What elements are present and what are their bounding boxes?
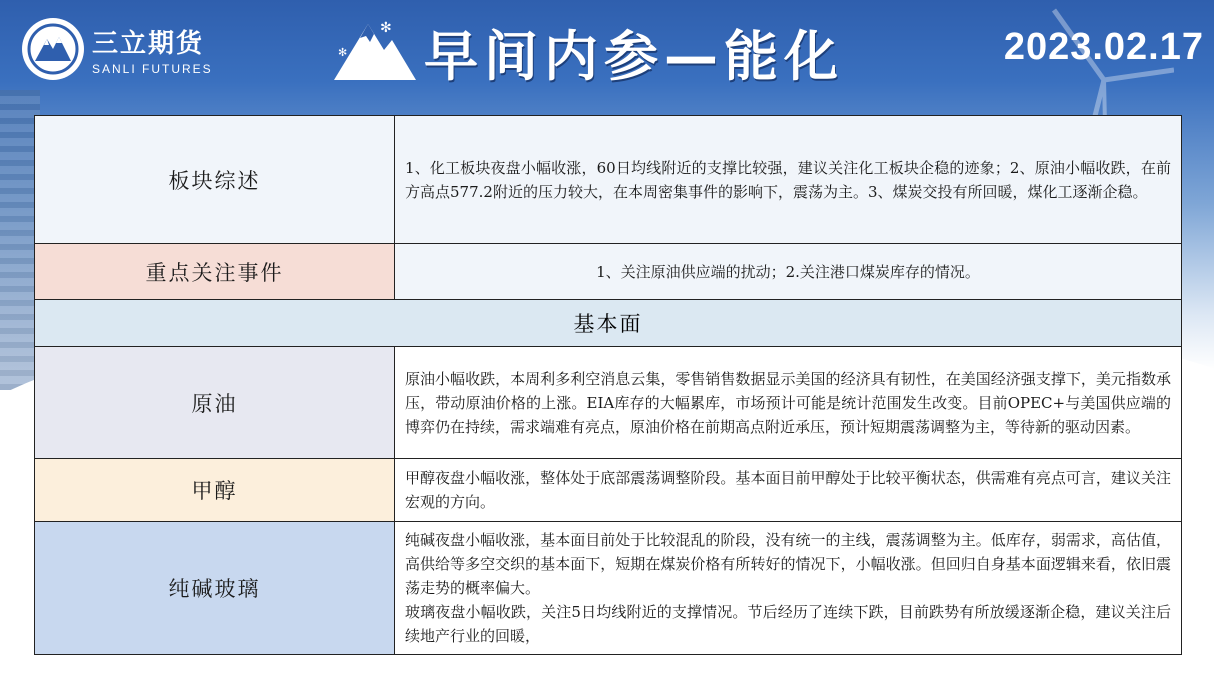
overview-label: 板块综述 bbox=[35, 116, 395, 244]
table-row-focus bbox=[35, 244, 1182, 300]
report-table bbox=[34, 115, 1182, 655]
soda-glass-text bbox=[395, 522, 1182, 655]
crude-text: 原油小幅收跌，本周利多利空消息云集，零售销售数据显示美国的经济具有韧性，在美国经济强支撑下，美元指数承压，带动原油价格的上涨。EIA库存的大幅累库，市场预计可能是统计范围发生改变。目前OPEC+与美国供应端的博弈仍在持续，需求端难有亮点，原油价格在前期高点附近承压，预计短期震荡调整为主，等待新的驱动因素。 bbox=[395, 347, 1182, 459]
focus-text: 1、关注原油供应端的扰动；2.关注港口煤炭库存的情况。 bbox=[395, 244, 1182, 300]
overview-text: 1、化工板块夜盘小幅收涨，60日均线附近的支撑比较强，建议关注化工板块企稳的迹象；2、原油小幅收跌，在前方高点577.2附近的压力较大，在本周密集事件的影响下，震荡为主。3、煤炭交投有所回暖，煤化工逐渐企稳。 bbox=[395, 116, 1182, 244]
soda-glass-label: 纯碱玻璃 bbox=[35, 522, 395, 655]
table-row-crude bbox=[35, 347, 1182, 459]
methanol-text: 甲醇夜盘小幅收涨，整体处于底部震荡调整阶段。基本面目前甲醇处于比较平衡状态，供需难有亮点可言，建议关注宏观的方向。 bbox=[395, 459, 1182, 522]
page-header bbox=[0, 0, 1214, 100]
glass-text: 玻璃夜盘小幅收跌，关注5日均线附近的支撑情况。节后经历了连续下跌，目前跌势有所放缓逐渐企稳，建议关注后续地产行业的回暖， bbox=[405, 603, 1171, 645]
table-row-fundamentals bbox=[35, 300, 1182, 347]
logo-english-name: SANLI FUTURES bbox=[92, 61, 213, 76]
table-row-soda-glass bbox=[35, 522, 1182, 655]
focus-label: 重点关注事件 bbox=[35, 244, 395, 300]
report-date: 2023.02.17 bbox=[1003, 26, 1204, 68]
page-title: 早间内参—能化 bbox=[424, 25, 844, 88]
mountain-snow-icon bbox=[332, 16, 418, 82]
fundamentals-heading: 基本面 bbox=[35, 300, 1182, 347]
logo-chinese-name: 三立期货 bbox=[92, 28, 205, 59]
mountain-logo-icon bbox=[22, 18, 84, 80]
table-row-overview bbox=[35, 116, 1182, 244]
svg-text:✻: ✻ bbox=[380, 20, 392, 36]
crude-label: 原油 bbox=[35, 347, 395, 459]
methanol-label: 甲醇 bbox=[35, 459, 395, 522]
soda-text: 纯碱夜盘小幅收涨，基本面目前处于比较混乱的阶段，没有统一的主线，震荡调整为主。低库存，弱需求，高估值，高供给等多空交织的基本面下，短期在煤炭价格有所转好的情况下，小幅收涨。但回归自身基本面逻辑来看，依旧震荡走势的概率偏大。 bbox=[405, 531, 1171, 597]
company-logo bbox=[22, 18, 213, 80]
svg-text:✻: ✻ bbox=[338, 46, 348, 59]
table-row-methanol bbox=[35, 459, 1182, 522]
